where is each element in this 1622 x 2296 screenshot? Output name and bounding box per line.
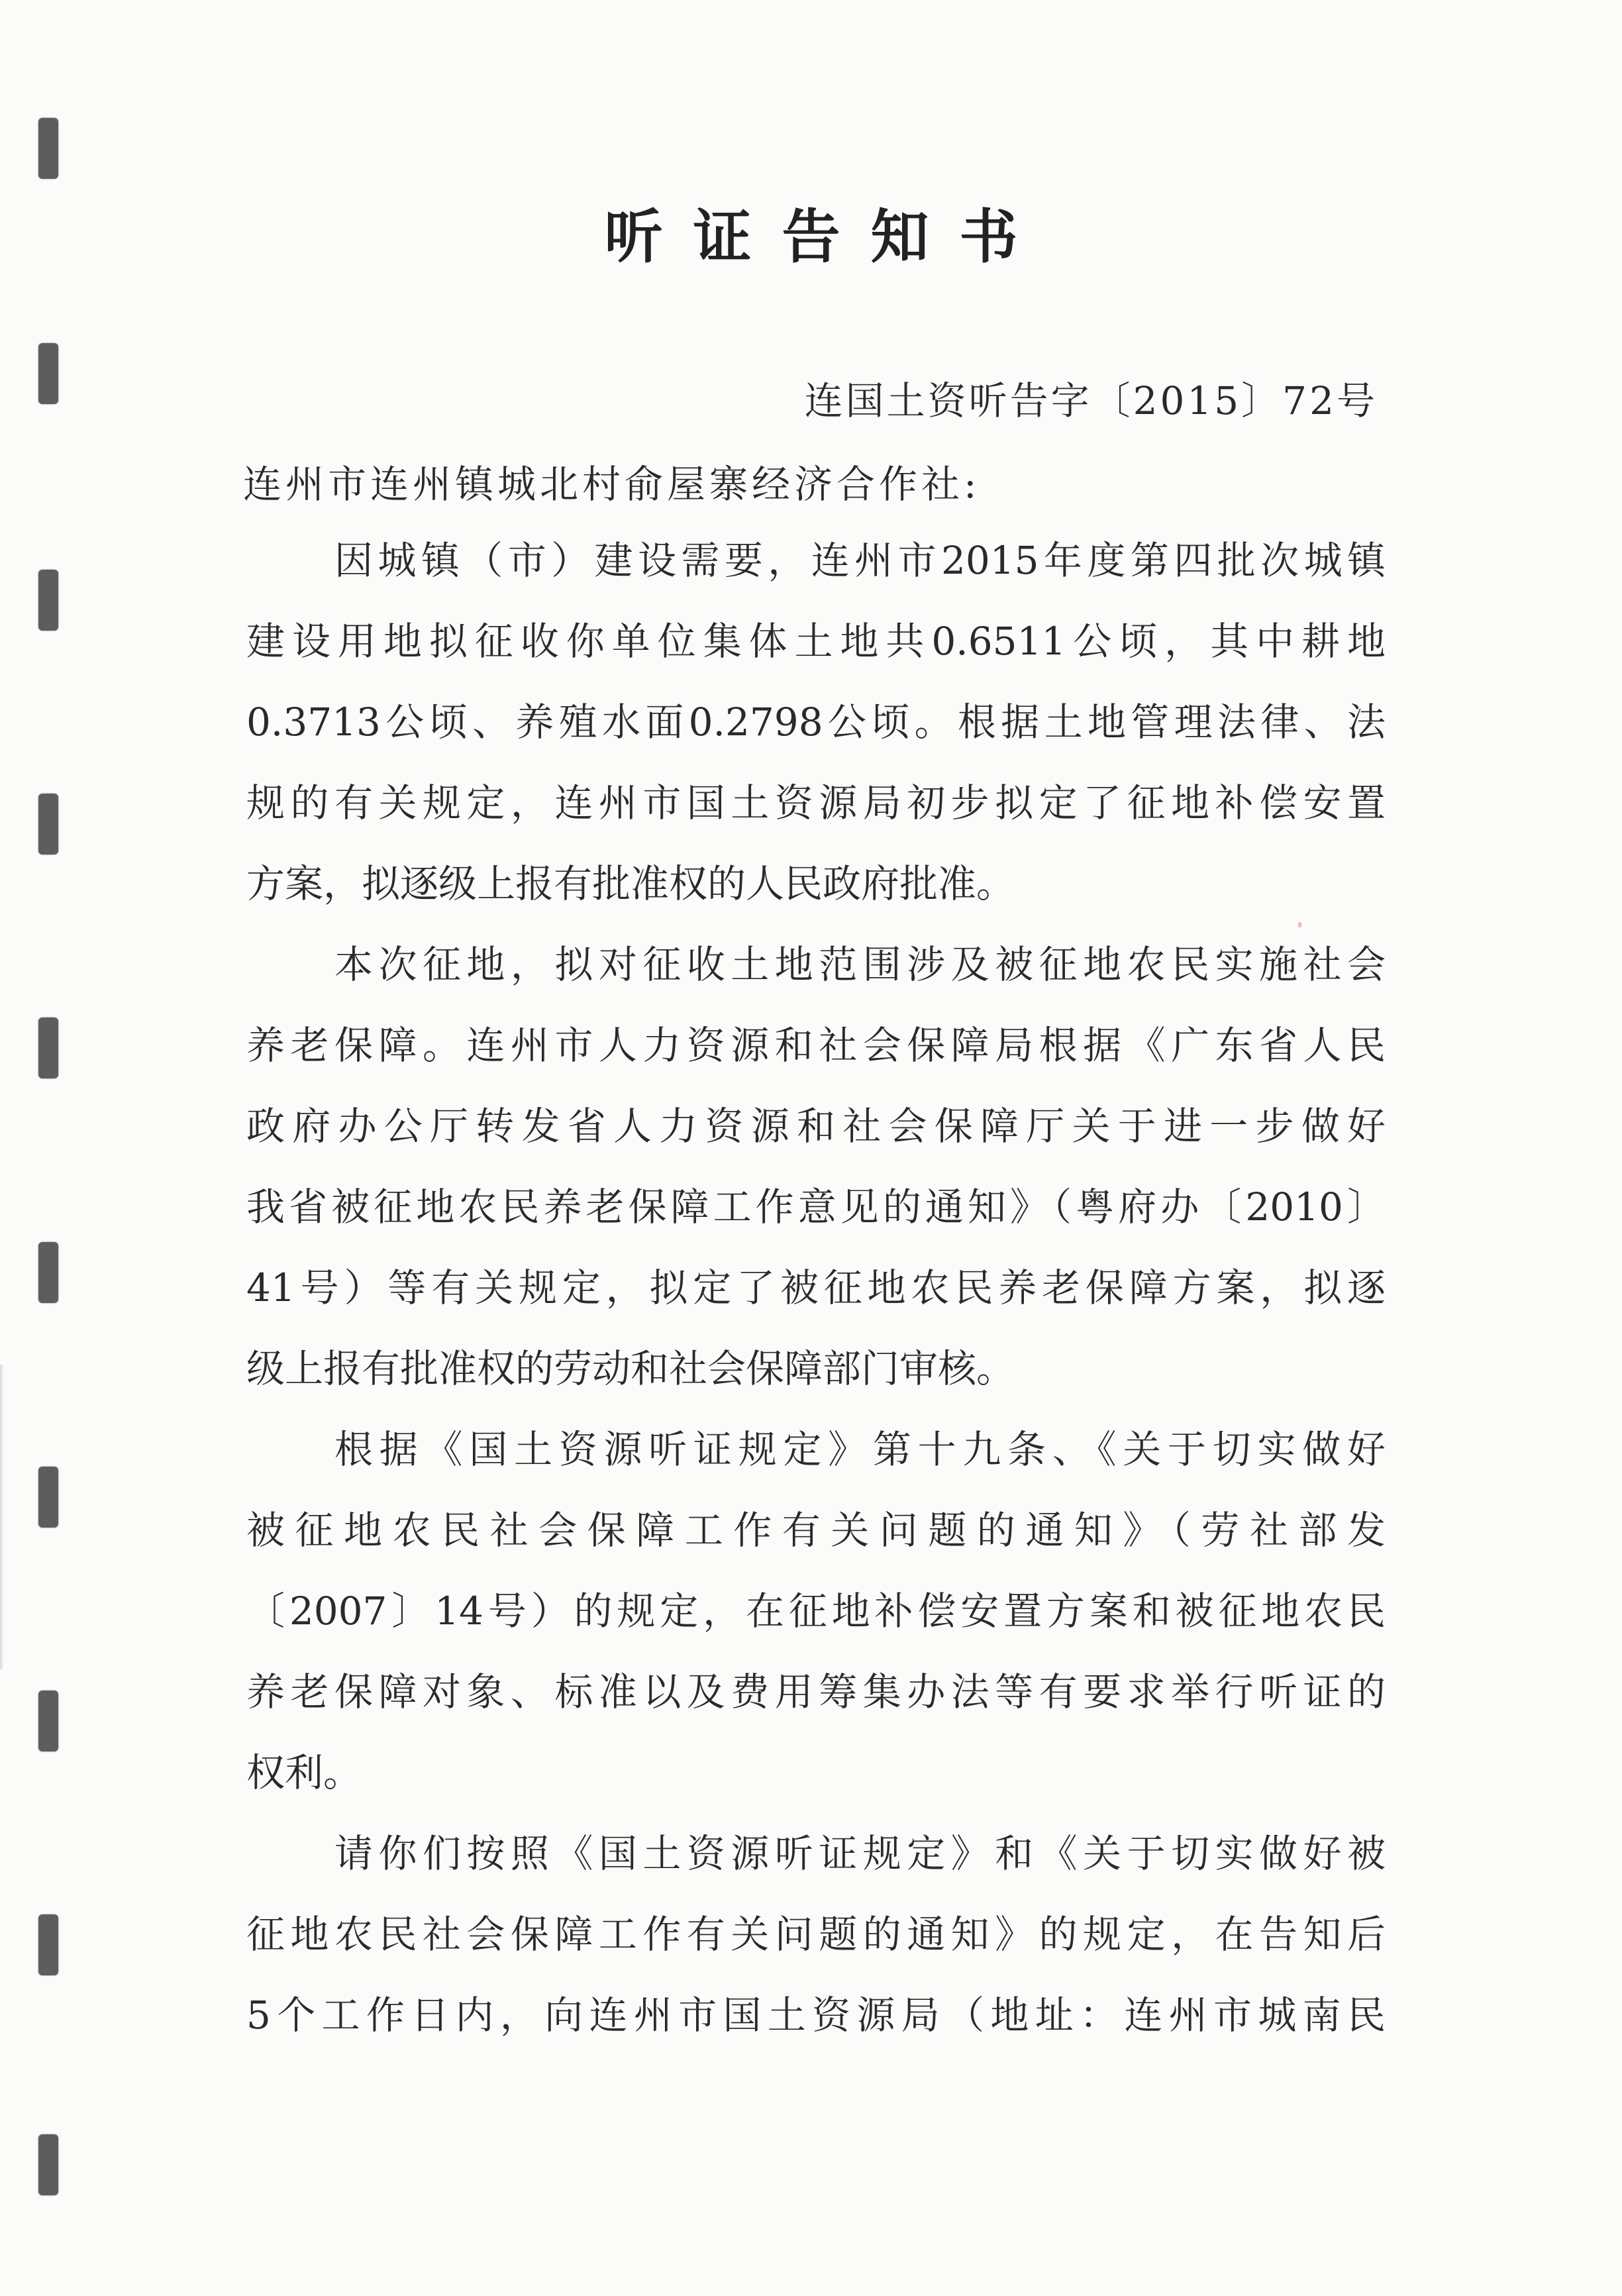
body-line: 0.3713公顷、养殖水面0.2798公顷。根据土地管理法律、法	[246, 700, 1386, 745]
scan-speck	[1298, 922, 1301, 927]
body-line: 方案，拟逐级上报有批准权的人民政府批准。	[246, 861, 1015, 906]
body-line: 政府办公厅转发省人力资源和社会保障厅关于进一步做好	[246, 1104, 1386, 1149]
binding-hole	[38, 2134, 58, 2195]
body-line: 征地农民社会保障工作有关问题的通知》的规定，在告知后	[246, 1912, 1386, 1957]
body-line: 养老保障。连州市人力资源和社会保障局根据《广东省人民	[246, 1023, 1386, 1068]
scan-edge-shadow	[0, 1365, 4, 1669]
body-line: 根据《国土资源听证规定》第十九条、《关于切实做好	[334, 1427, 1386, 1472]
body-line: 养老保障对象、标准以及费用筹集办法等有要求举行听证的	[246, 1669, 1386, 1714]
binding-hole	[38, 1242, 58, 1303]
document-number: 连国土资听告字〔2015〕72号	[804, 378, 1378, 423]
body-line: 规的有关规定，连州市国土资源局初步拟定了征地补偿安置	[246, 780, 1386, 825]
body-line: 本次征地，拟对征收土地范围涉及被征地农民实施社会	[334, 942, 1386, 987]
binding-hole	[38, 1467, 58, 1528]
body-line: 被征地农民社会保障工作有关问题的通知》（劳社部发	[246, 1508, 1386, 1553]
binding-hole	[38, 118, 58, 179]
binding-hole	[38, 1691, 58, 1751]
body-line: 建设用地拟征收你单位集体土地共0.6511公顷，其中耕地	[246, 619, 1386, 664]
body-line: 级上报有批准权的劳动和社会保障部门审核。	[246, 1346, 1015, 1391]
addressee: 连州市连州镇城北村俞屋寨经济合作社:	[243, 462, 981, 507]
body-line: 权利。	[246, 1750, 362, 1795]
binding-hole	[38, 1018, 58, 1078]
body-line: 5个工作日内，向连州市国土资源局（地址：连州市城南民	[246, 1993, 1386, 2038]
binding-hole	[38, 1914, 58, 1975]
body-line: 因城镇（市）建设需要，连州市2015年度第四批次城镇	[334, 538, 1386, 583]
body-line: 〔2007〕14号）的规定，在征地补偿安置方案和被征地农民	[246, 1589, 1386, 1634]
body-line: 我省被征地农民养老保障工作意见的通知》（粤府办〔2010〕	[246, 1184, 1386, 1229]
binding-hole	[38, 343, 58, 404]
binding-hole	[38, 570, 58, 631]
body-line: 41号）等有关规定，拟定了被征地农民养老保障方案，拟逐	[246, 1265, 1386, 1310]
body-line: 请你们按照《国土资源听证规定》和《关于切实做好被	[334, 1831, 1386, 1876]
binding-hole	[38, 794, 58, 855]
document-title: 听证告知书	[604, 203, 1048, 271]
